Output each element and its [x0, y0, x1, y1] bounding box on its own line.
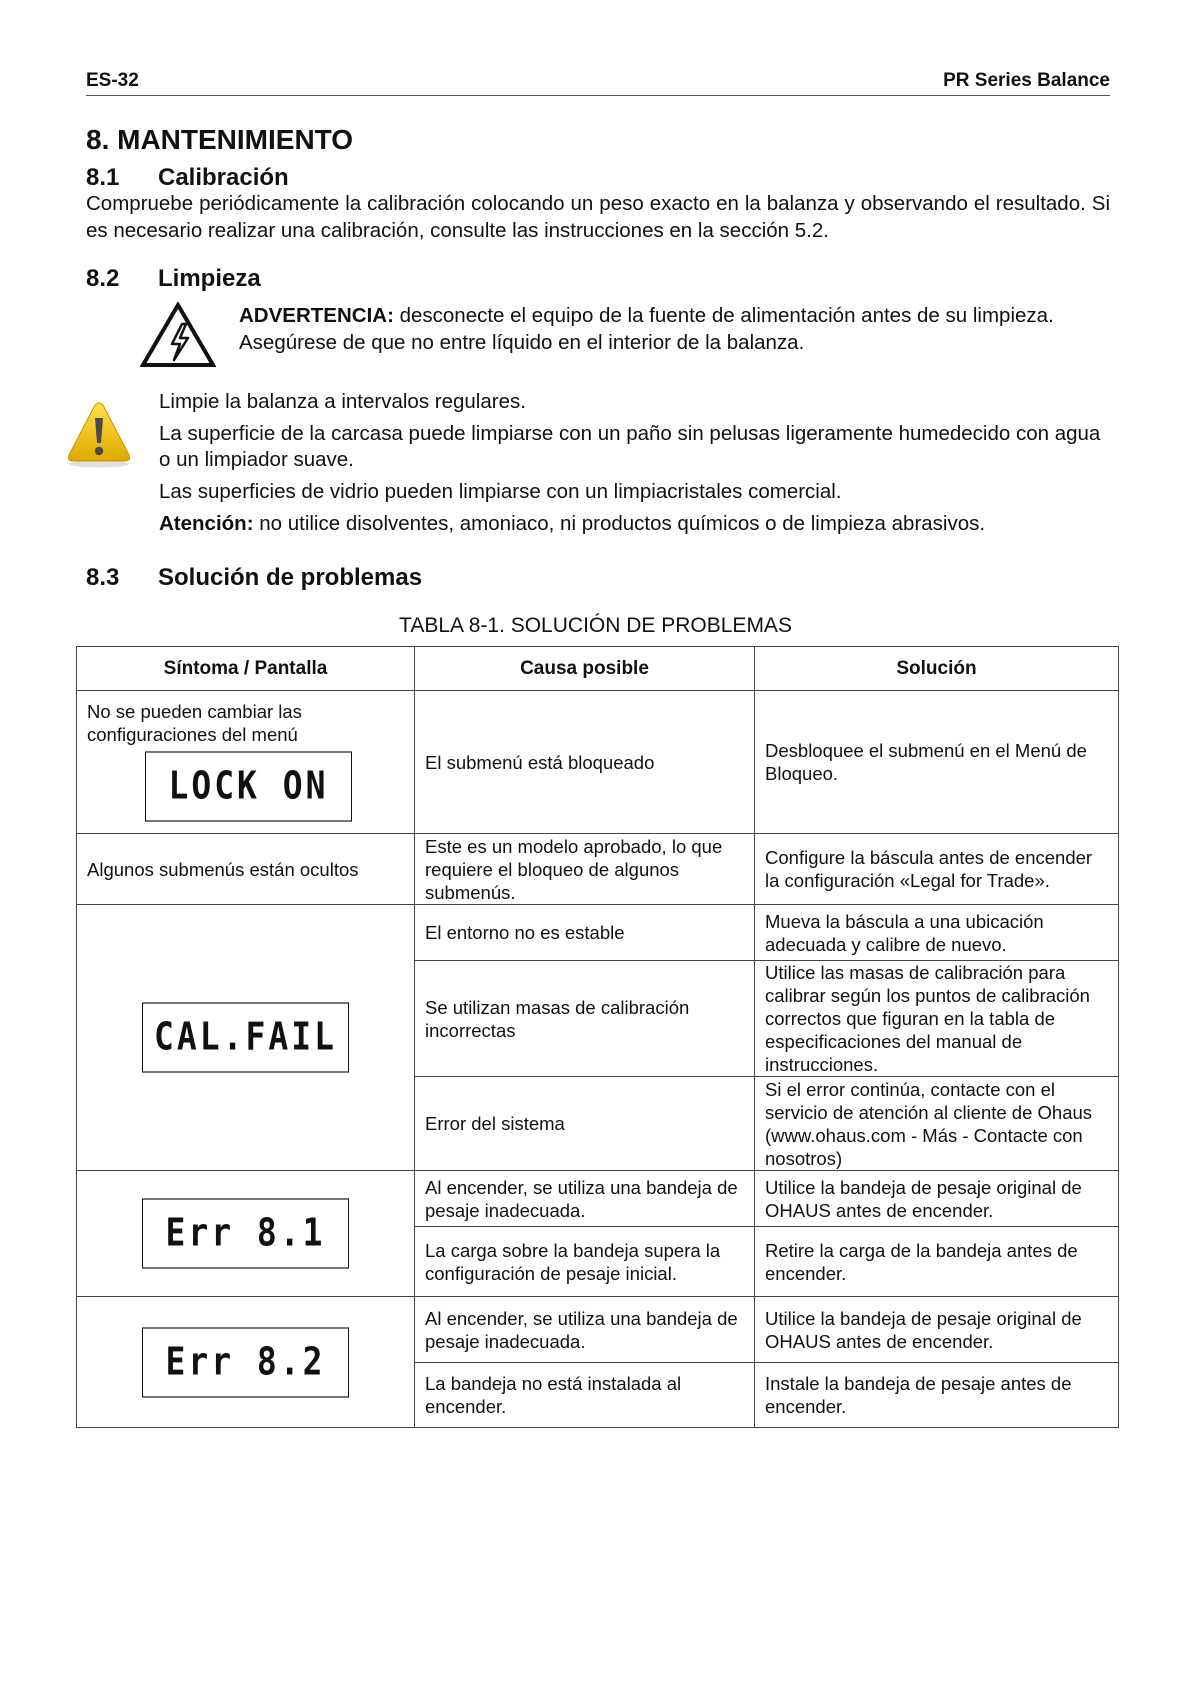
section-heading-cleaning	[86, 265, 486, 293]
cleaning-step: Las superficies de vidrio pueden limpiarse con un limpiacristales comercial.	[159, 480, 842, 503]
section-title: Solución de problemas	[158, 564, 423, 591]
symptom-cell	[77, 1297, 415, 1428]
cleaning-instructions	[159, 389, 1109, 537]
column-header: Síntoma / Pantalla	[77, 647, 415, 691]
cause-cell: La carga sobre la bandeja supera la configuración de pesaje inicial.	[415, 1227, 755, 1297]
solution-cell: Retire la carga de la bandeja antes de encender.	[755, 1227, 1119, 1297]
lcd-display: Err 8.2	[142, 1327, 349, 1397]
symptom-cell: Algunos submenús están ocultos	[77, 834, 415, 905]
section-number: 8.1	[86, 164, 120, 191]
lcd-display: CAL.FAIL	[142, 1002, 349, 1072]
lcd-display: LOCK ON	[145, 751, 352, 821]
caution-exclamation-icon	[66, 400, 132, 468]
column-header: Solución	[755, 647, 1119, 691]
cause-cell: Al encender, se utiliza una bandeja de pesaje inadecuada.	[415, 1297, 755, 1363]
cause-cell: La bandeja no está instalada al encender.	[415, 1363, 755, 1428]
table-row	[77, 1297, 1119, 1363]
lcd-display: Err 8.1	[142, 1198, 349, 1268]
symptom-cell	[77, 1171, 415, 1297]
cause-cell: Se utilizan masas de calibración incorrectas	[415, 961, 755, 1077]
solution-cell: Desbloquee el submenú en el Menú de Bloqueo.	[755, 691, 1119, 834]
symptom-cell	[77, 905, 415, 1171]
cleaning-step: La superficie de la carcasa puede limpiarse con un paño sin pelusas ligeramente humedecido con agua o un limpiador suave.	[159, 422, 1101, 471]
table-row	[77, 905, 1119, 961]
cause-cell: Al encender, se utiliza una bandeja de pesaje inadecuada.	[415, 1171, 755, 1227]
solution-cell: Instale la bandeja de pesaje antes de encender.	[755, 1363, 1119, 1428]
solution-cell: Utilice las masas de calibración para calibrar según los puntos de calibración correctos que figuran en la tabla de especificaciones del manual de instrucciones.	[755, 961, 1119, 1077]
solution-cell: Configure la báscula antes de encender la configuración «Legal for Trade».	[755, 834, 1119, 905]
table-row	[77, 834, 1119, 905]
solution-cell: Mueva la báscula a una ubicación adecuada y calibre de nuevo.	[755, 905, 1119, 961]
section-heading-troubleshooting	[86, 564, 586, 592]
section-heading-calibration	[86, 164, 486, 192]
table-row	[77, 1171, 1119, 1227]
cause-cell: Este es un modelo aprobado, lo que requiere el bloqueo de algunos submenús.	[415, 834, 755, 905]
section-title: Calibración	[158, 164, 289, 191]
header-divider	[86, 95, 1110, 96]
electric-shock-warning-icon	[140, 302, 216, 368]
calibration-text: Compruebe periódicamente la calibración colocando un peso exacto en la balanza y observando el resultado. Si es necesario realizar una calibración, consulte las instrucciones en la sección 5.2.	[86, 192, 1110, 242]
troubleshooting-table	[76, 646, 1119, 1428]
section-title: Limpieza	[158, 265, 261, 292]
header-left: ES-32	[86, 70, 139, 91]
table-header-row	[77, 647, 1119, 691]
table-caption: TABLA 8-1. SOLUCIÓN DE PROBLEMAS	[399, 614, 792, 637]
cause-cell: El entorno no es estable	[415, 905, 755, 961]
section-number: 8.3	[86, 564, 120, 591]
page-title: 8. MANTENIMIENTO	[86, 124, 354, 155]
solution-cell: Utilice la bandeja de pesaje original de OHAUS antes de encender.	[755, 1297, 1119, 1363]
warning-text: ADVERTENCIA: desconecte el equipo de la fuente de alimentación antes de su limpieza. Asegúrese de que no entre líquido en el interior de la balanza.	[239, 304, 1054, 354]
cleaning-attention: Atención: no utilice disolventes, amoniaco, ni productos químicos o de limpieza abrasivos.	[159, 512, 986, 535]
cleaning-step: Limpie la balanza a intervalos regulares.	[159, 390, 526, 413]
section-number: 8.2	[86, 265, 120, 292]
header-right: PR Series Balance	[943, 70, 1110, 91]
solution-cell: Utilice la bandeja de pesaje original de OHAUS antes de encender.	[755, 1171, 1119, 1227]
warning-label: ADVERTENCIA:	[239, 304, 394, 327]
cause-cell: Error del sistema	[415, 1077, 755, 1171]
column-header: Causa posible	[415, 647, 755, 691]
symptom-cell: No se pueden cambiar las configuraciones del menú LOCK ON	[77, 691, 415, 834]
solution-cell: Si el error continúa, contacte con el servicio de atención al cliente de Ohaus (www.ohaus.com - Más - Contacte con nosotros)	[755, 1077, 1119, 1171]
table-row	[77, 691, 1119, 834]
cause-cell: El submenú está bloqueado	[415, 691, 755, 834]
